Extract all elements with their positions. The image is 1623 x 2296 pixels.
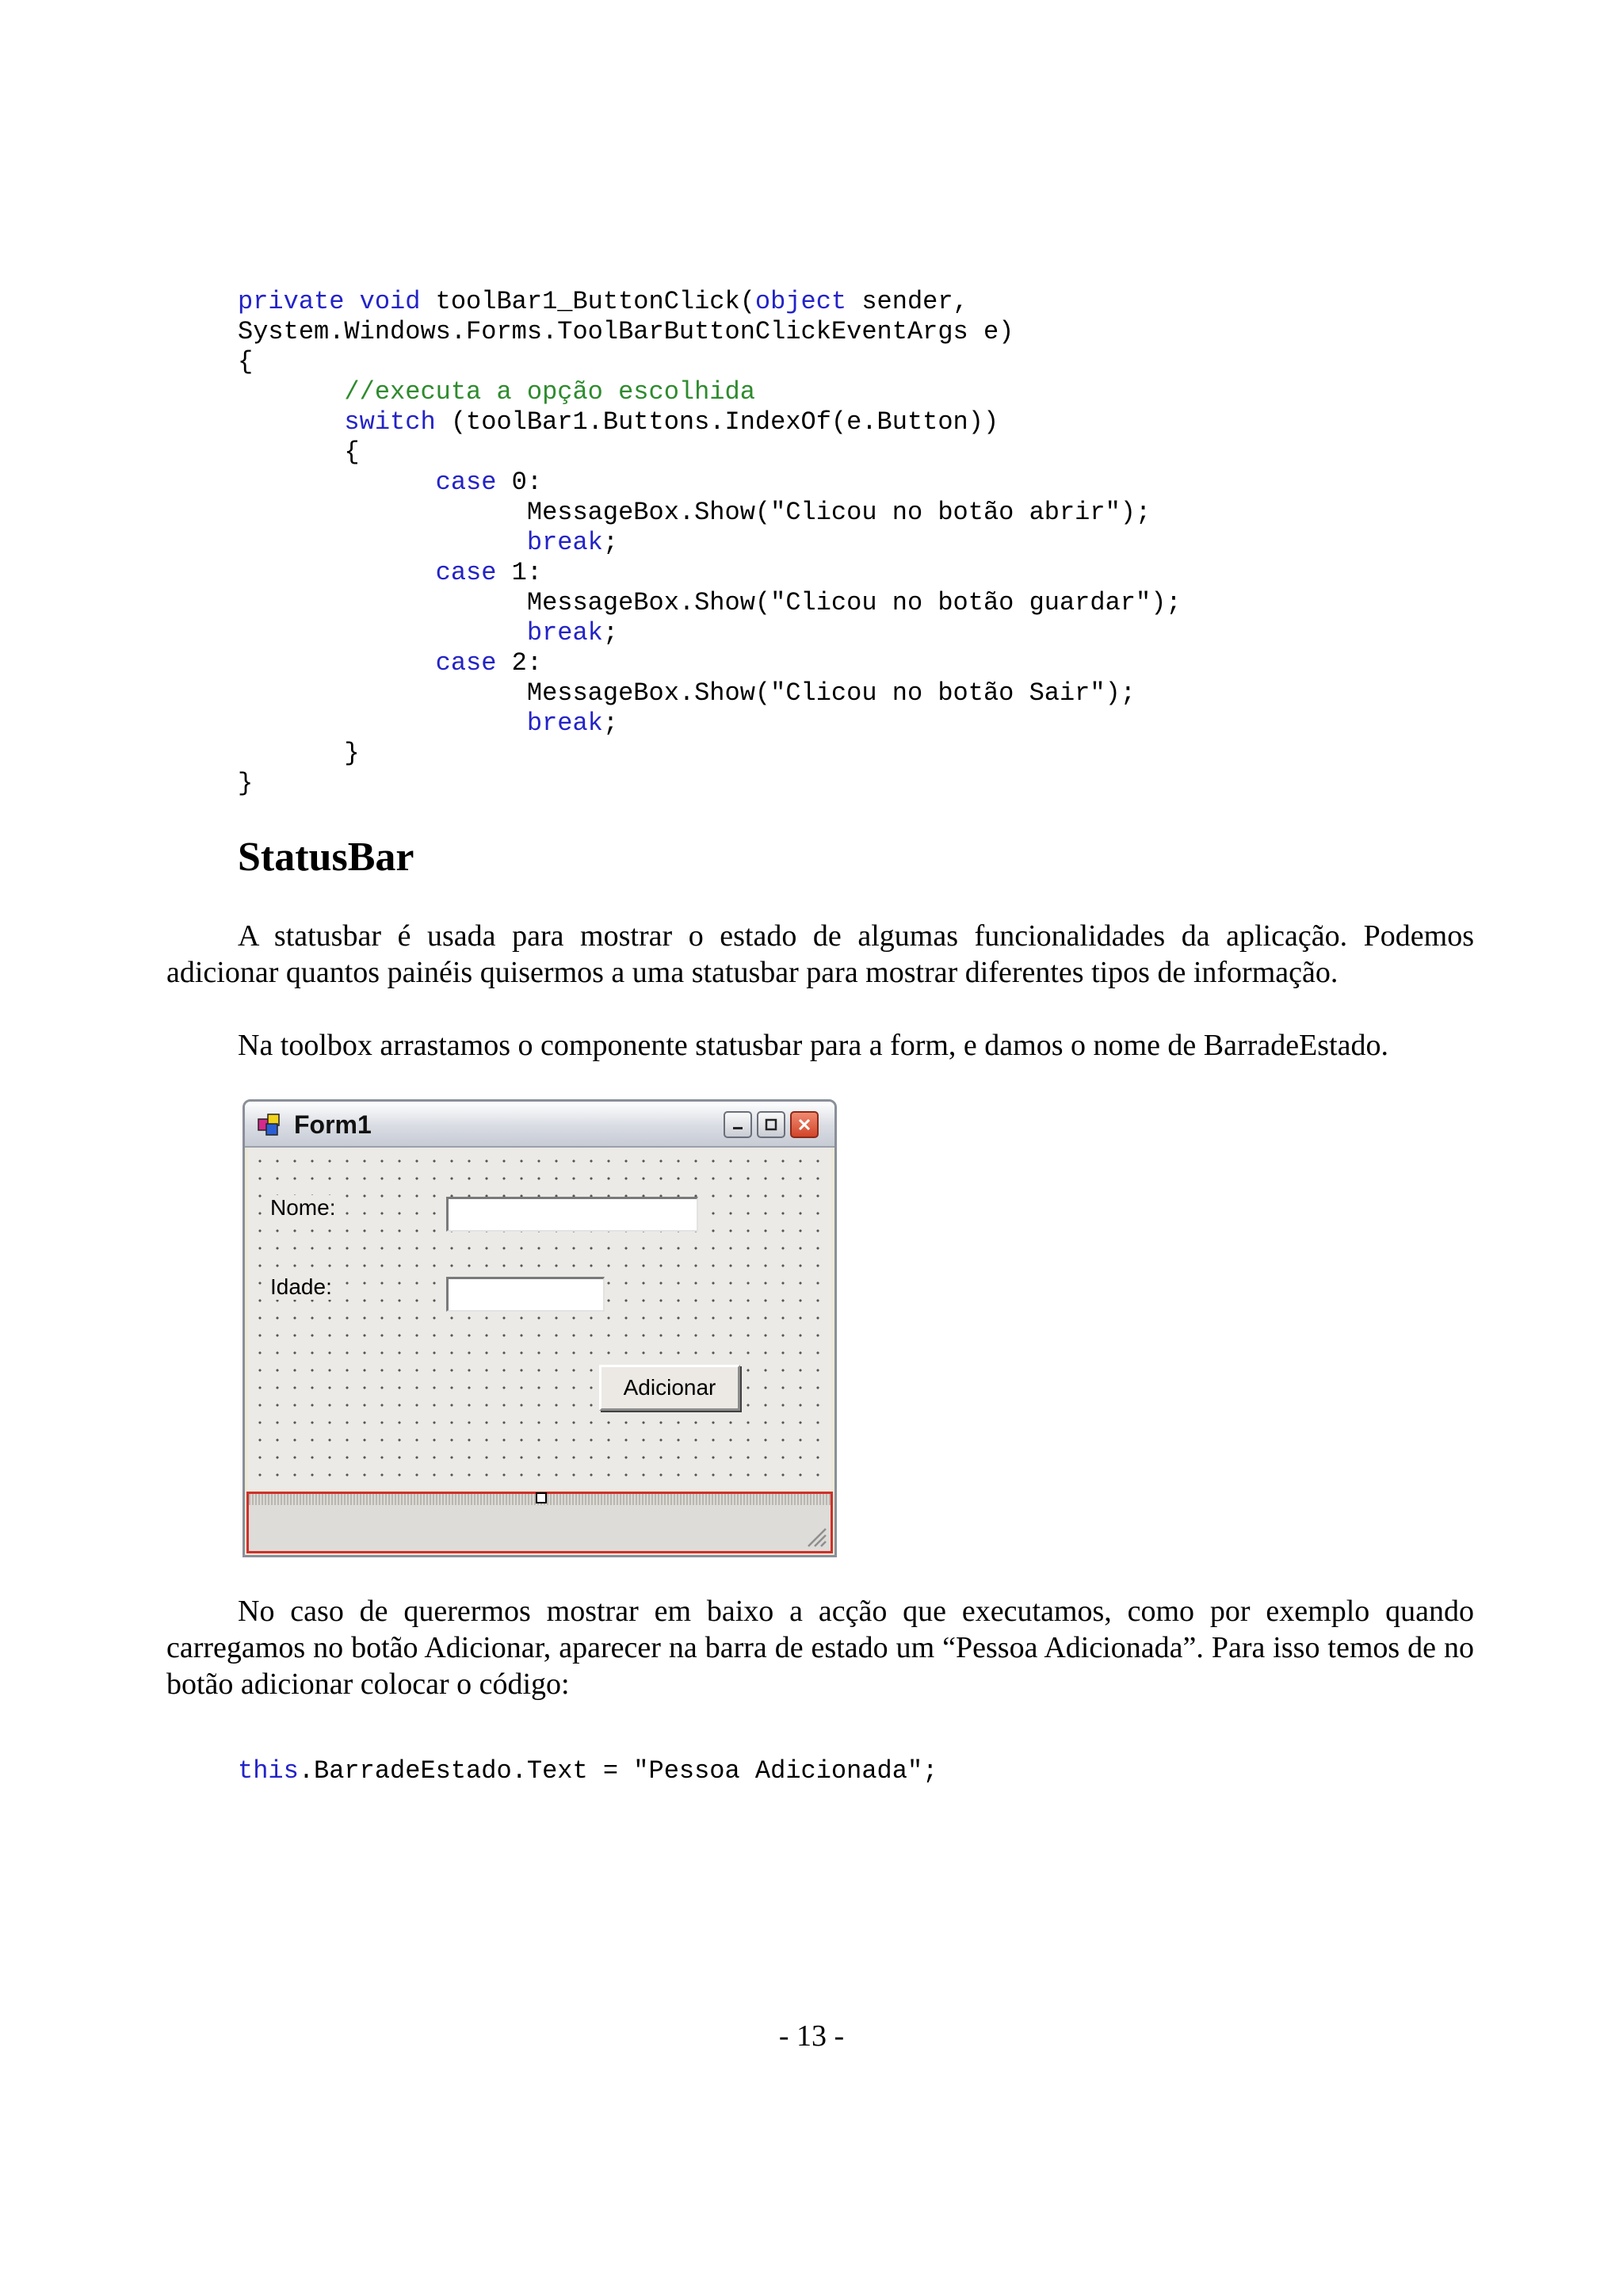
code-line: {	[238, 437, 360, 467]
paragraph-toolbox: Na toolbox arrastamos o componente statusbar para a form, e damos o nome de BarradeEstado.	[238, 1029, 1388, 1062]
code-line: private void toolBar1_ButtonClick(object sender,	[238, 287, 968, 316]
code-line: //executa a opção escolhida	[344, 377, 755, 407]
idade-label: Idade:	[265, 1274, 340, 1300]
code-line: break;	[526, 528, 619, 557]
close-icon	[796, 1117, 812, 1133]
code-line: MessageBox.Show("Clicou no botão Sair");	[238, 678, 1136, 708]
nome-label: Nome:	[265, 1195, 343, 1221]
form-designer-screenshot	[242, 1099, 837, 1557]
code-line: }	[238, 769, 254, 798]
page-number: - 13 -	[778, 2019, 845, 2053]
code-block-status-text	[238, 1756, 938, 1786]
code-line: MessageBox.Show("Clicou no botão guardar");	[238, 588, 1182, 617]
code-line: this.BarradeEstado.Text = "Pessoa Adicionada";	[238, 1756, 938, 1786]
code-line: {	[238, 347, 254, 376]
code-line: break;	[526, 709, 619, 738]
minimize-button[interactable]	[724, 1111, 752, 1138]
code-line: case 1:	[435, 558, 543, 587]
code-line: case 0:	[435, 468, 543, 497]
adicionar-button[interactable]: Adicionar	[599, 1365, 740, 1411]
paragraph-status-action: No caso de querermos mostrar em baixo a acção que executamos, como por exemplo quando carregamos no botão Adicionar, aparecer na barra de estado um “Pessoa Adicionada”. Para isso temos de no botão adicionar colocar o código:	[166, 1595, 1474, 1701]
code-line: MessageBox.Show("Clicou no botão abrir");	[238, 498, 1151, 527]
code-line: System.Windows.Forms.ToolBarButtonClickEventArgs e)	[238, 317, 1014, 346]
form-title: Form1	[294, 1110, 372, 1139]
code-line: break;	[526, 618, 619, 648]
form-client-area	[248, 1148, 831, 1490]
maximize-button[interactable]	[757, 1111, 785, 1138]
section-heading: StatusBar	[238, 835, 414, 880]
selection-handle[interactable]	[536, 1492, 547, 1503]
form-title-bar	[245, 1102, 834, 1148]
code-block-toolbar-handler	[238, 287, 1182, 799]
minimize-icon	[730, 1117, 746, 1133]
statusbar-barradeestado[interactable]	[246, 1492, 833, 1553]
idade-input[interactable]	[446, 1277, 605, 1312]
code-line: switch (toolBar1.Buttons.IndexOf(e.Button))	[344, 407, 999, 437]
close-button[interactable]	[790, 1111, 819, 1138]
code-line: }	[238, 739, 360, 768]
form-app-icon	[258, 1113, 285, 1137]
resize-grip-icon[interactable]	[804, 1524, 827, 1548]
code-line: case 2:	[435, 648, 543, 678]
nome-input[interactable]	[446, 1197, 698, 1232]
maximize-icon	[763, 1117, 779, 1133]
paragraph-statusbar-intro: A statusbar é usada para mostrar o estado de algumas funcionalidades da aplicação. Podemos adicionar quantos painéis quisermos a uma statusbar para mostrar diferentes tipos de informação.	[166, 919, 1474, 989]
